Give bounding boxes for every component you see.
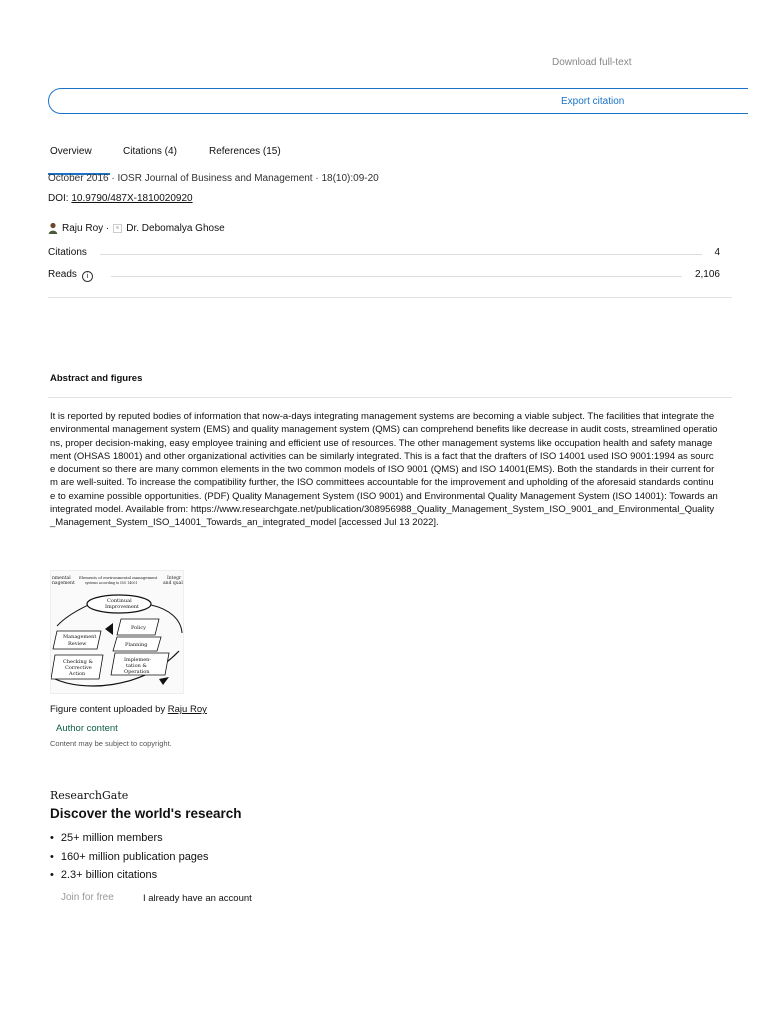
export-citation-label[interactable]: Export citation bbox=[561, 96, 625, 107]
fig-improvement: Improvement bbox=[105, 604, 140, 610]
promo-bullet: • 160+ million publication pages bbox=[50, 848, 209, 867]
download-full-text-link[interactable]: Download full-text bbox=[552, 57, 632, 68]
fig-planning: Planning bbox=[125, 642, 148, 648]
abstract-text: It is reported by reputed bodies of information that now-a-days integrating management systems are becoming a viable subject. The facilities that integrate the environmental management system (EMS) and quality management system (QMS) can comprehend benefits like decrease in audit costs, streamlined operations, proper decision-making, easy employee training and efficient use of resources. The other management systems like occupation health and safety management (OHSAS 18001) and other organizational activities can be similarly integrated. This is a fact that the drafters of ISO 14001 used ISO 9001:1994 as source document so there are many common elements in the two common models of ISO 9001 (QMS) and ISO 14001(EMS). Both the standards in their current form are well-suited. To increase the compatibility further, the ISO committees accountable for the improvement and upholding of the aforesaid standards continue to examine possible opportunities. (PDF) Quality Management System (ISO 9001) and Environmental Quality Management System (ISO 14001): Towards an integrated model. Available from: https://www.researchgate.net/publication/308956988_Quality_Management_System_ISO_9001_and_Environmental_Quality_Management_System_ISO_14001_Towards_an_integrated_model [accessed Jul 13 2022]. bbox=[50, 411, 718, 529]
info-icon[interactable]: i bbox=[82, 271, 93, 282]
login-link[interactable]: I already have an account bbox=[143, 893, 252, 904]
citations-stat bbox=[48, 247, 720, 258]
citations-value: 4 bbox=[714, 247, 720, 258]
fig-corrective: Corrective bbox=[65, 665, 92, 671]
fig-implementation: Implemen- bbox=[124, 657, 152, 663]
fig-top-right2: and quali bbox=[163, 581, 183, 586]
fig-top-mid: Elements of environmental management bbox=[79, 575, 158, 580]
copyright-notice: Content may be subject to copyright. bbox=[50, 739, 172, 748]
author-content-badge: Author content bbox=[56, 723, 118, 734]
fig-operation: Operation bbox=[124, 669, 150, 675]
tab-references[interactable]: References (15) bbox=[209, 146, 281, 157]
doi-line bbox=[48, 193, 193, 204]
tab-overview[interactable]: Overview bbox=[50, 146, 92, 157]
caption-prefix: Figure content uploaded by bbox=[50, 704, 166, 715]
fig-tation: tation & bbox=[126, 663, 147, 669]
fig-top-mid2: systems according to ISO 14001 bbox=[85, 581, 138, 585]
abstract-section-title: Abstract and figures bbox=[50, 373, 143, 384]
fig-top-left: nmental bbox=[52, 576, 71, 581]
promo-title: Discover the world's research bbox=[50, 806, 242, 821]
fig-continual: Continual bbox=[107, 598, 132, 604]
fig-top-right: Integr bbox=[167, 576, 182, 581]
author-debomalya-ghose[interactable]: Dr. Debomalya Ghose bbox=[126, 222, 225, 234]
fig-top-left2: nagement bbox=[52, 581, 75, 586]
caption-author-link[interactable]: Raju Roy bbox=[167, 704, 207, 715]
reads-value: 2,106 bbox=[694, 269, 720, 280]
join-for-free-button[interactable]: Join for free bbox=[61, 892, 114, 903]
doi-link[interactable]: 10.9790/487X-1810020920 bbox=[71, 193, 193, 204]
fig-review: Review bbox=[68, 641, 87, 647]
author-placeholder-icon bbox=[113, 224, 122, 233]
researchgate-logo: ResearchGate bbox=[50, 789, 129, 802]
export-citation-button[interactable] bbox=[48, 88, 748, 114]
figure-thumbnail[interactable] bbox=[50, 570, 184, 694]
fig-policy: Policy bbox=[131, 625, 146, 631]
publication-meta: October 2016 · IOSR Journal of Business and Management · 18(10):09-20 bbox=[48, 173, 379, 184]
figure-caption bbox=[50, 704, 207, 715]
abstract-divider bbox=[48, 397, 732, 398]
author-avatar-icon bbox=[48, 222, 58, 234]
reads-label: Reads bbox=[48, 269, 77, 280]
section-divider bbox=[48, 297, 732, 298]
promo-bullet: • 25+ million members bbox=[50, 829, 209, 848]
tab-bar bbox=[48, 146, 748, 176]
promo-bullet: • 2.3+ billion citations bbox=[50, 866, 209, 885]
citations-divider bbox=[100, 254, 702, 255]
fig-mgmt: Management bbox=[63, 634, 97, 640]
fig-checking: Checking & bbox=[63, 659, 93, 665]
figure-diagram bbox=[51, 571, 183, 693]
citations-label: Citations bbox=[48, 247, 87, 258]
fig-action: Action bbox=[69, 671, 86, 677]
tab-citations[interactable]: Citations (4) bbox=[123, 146, 177, 157]
reads-stat bbox=[48, 269, 720, 282]
reads-divider bbox=[111, 276, 682, 277]
author-list bbox=[48, 222, 225, 234]
author-raju-roy[interactable]: Raju Roy · bbox=[62, 222, 110, 234]
doi-prefix: DOI: bbox=[48, 193, 69, 204]
promo-bullet-list bbox=[50, 829, 209, 885]
